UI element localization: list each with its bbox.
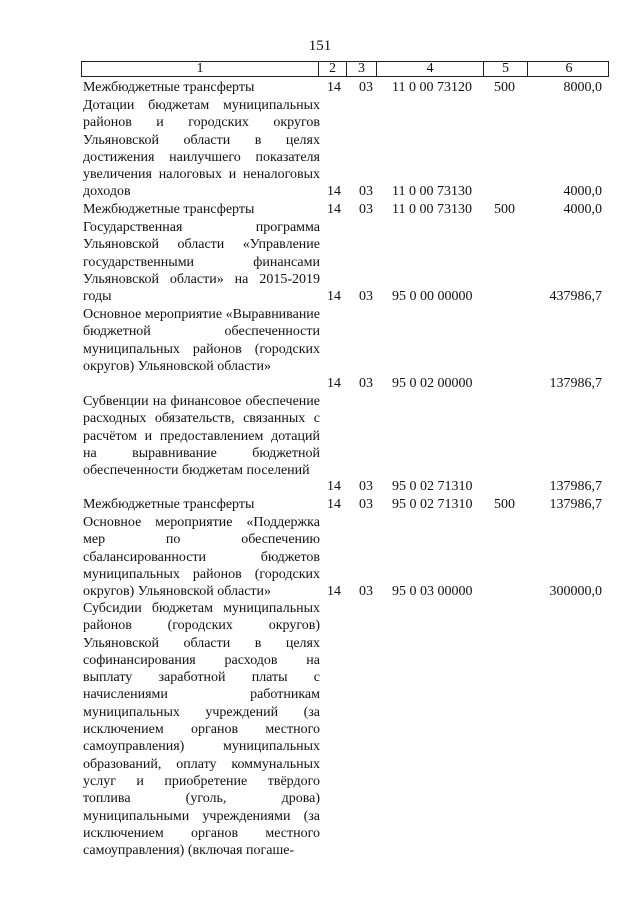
- column-header-1: 1: [82, 62, 319, 76]
- row-name: Субвенции на финансовое обеспечение расходных обязательств, связанных с расчётом и предоставлением дотаций на выравнивание бюджетной обеспеченности бюджетам поселений: [83, 394, 320, 479]
- row-amount: 137986,7: [549, 497, 602, 512]
- row-name: Субсидии бюджетам муниципальных районов (городских округов) Ульяновской области в целях софинансирования расходов на выплату заработной платы с начислениями работникам муниципальных учреждений (за исключением органов местного самоуправления) муниципальных образований, оплату коммунальных услуг и приобретение твёрдого топлива (уголь, дрова) муниципальными учреждениями (за исключением органов местного самоуправления) (включая погаше-: [83, 601, 320, 859]
- row-name: Межбюджетные трансферты: [83, 80, 255, 95]
- row-target-code: 95 0 02 71310: [392, 497, 473, 512]
- row-section: 14: [327, 80, 341, 95]
- column-header-2: 2: [319, 62, 347, 76]
- row-subsection: 03: [359, 497, 373, 512]
- row-subsection: 03: [359, 289, 373, 304]
- row-section: 14: [327, 376, 341, 391]
- table-header-row: [81, 61, 609, 77]
- row-name: Государственная программа Ульяновской области «Управление государственными финансами Ульяновской области» на 2015-2019 годы: [83, 220, 320, 305]
- page-number: 151: [308, 38, 332, 54]
- row-section: 14: [327, 289, 341, 304]
- column-header-6: 6: [565, 61, 573, 76]
- row-target-code: 95 0 02 00000: [392, 376, 473, 391]
- row-amount: 437986,7: [549, 289, 602, 304]
- row-subsection: 03: [359, 80, 373, 95]
- row-amount: 137986,7: [549, 376, 602, 391]
- row-section: 14: [327, 202, 341, 217]
- row-target-code: 95 0 02 71310: [392, 479, 473, 494]
- row-target-code: 95 0 00 00000: [392, 289, 473, 304]
- row-section: 14: [327, 184, 341, 199]
- row-name: Основное мероприятие «Поддержка мер по обеспечению сбалансированности бюджетов муниципальных районов (городских округов) Ульяновской области»: [83, 515, 320, 600]
- column-header-4: 4: [377, 62, 484, 76]
- row-section: 14: [327, 479, 341, 494]
- row-name: Межбюджетные трансферты: [83, 202, 255, 217]
- row-amount: 4000,0: [563, 202, 602, 217]
- column-header-5: 5: [484, 62, 528, 76]
- column-header-3: 3: [347, 62, 377, 76]
- row-amount: 300000,0: [549, 584, 602, 599]
- row-subsection: 03: [359, 184, 373, 199]
- row-amount: 137986,7: [549, 479, 602, 494]
- row-name: Межбюджетные трансферты: [83, 497, 255, 512]
- row-section: 14: [327, 584, 341, 599]
- row-section: 14: [327, 497, 341, 512]
- row-expense-type: 500: [494, 202, 515, 217]
- row-name: Дотации бюджетам муниципальных районов и городских округов Ульяновской области в целях достижения наилучшего показателя увеличения налоговых и неналоговых доходов: [83, 98, 320, 200]
- row-amount: 8000,0: [563, 80, 602, 95]
- row-subsection: 03: [359, 584, 373, 599]
- row-target-code: 11 0 00 73120: [392, 80, 472, 95]
- row-target-code: 11 0 00 73130: [392, 184, 472, 199]
- row-target-code: 11 0 00 73130: [392, 202, 472, 217]
- row-subsection: 03: [359, 376, 373, 391]
- row-amount: 4000,0: [563, 184, 602, 199]
- row-expense-type: 500: [494, 80, 515, 95]
- row-target-code: 95 0 03 00000: [392, 584, 473, 599]
- row-subsection: 03: [359, 202, 373, 217]
- row-subsection: 03: [359, 479, 373, 494]
- row-expense-type: 500: [494, 497, 515, 512]
- row-name: Основное мероприятие «Выравнивание бюджетной обеспеченности муниципальных районов (городских округов) Ульяновской области»: [83, 307, 321, 374]
